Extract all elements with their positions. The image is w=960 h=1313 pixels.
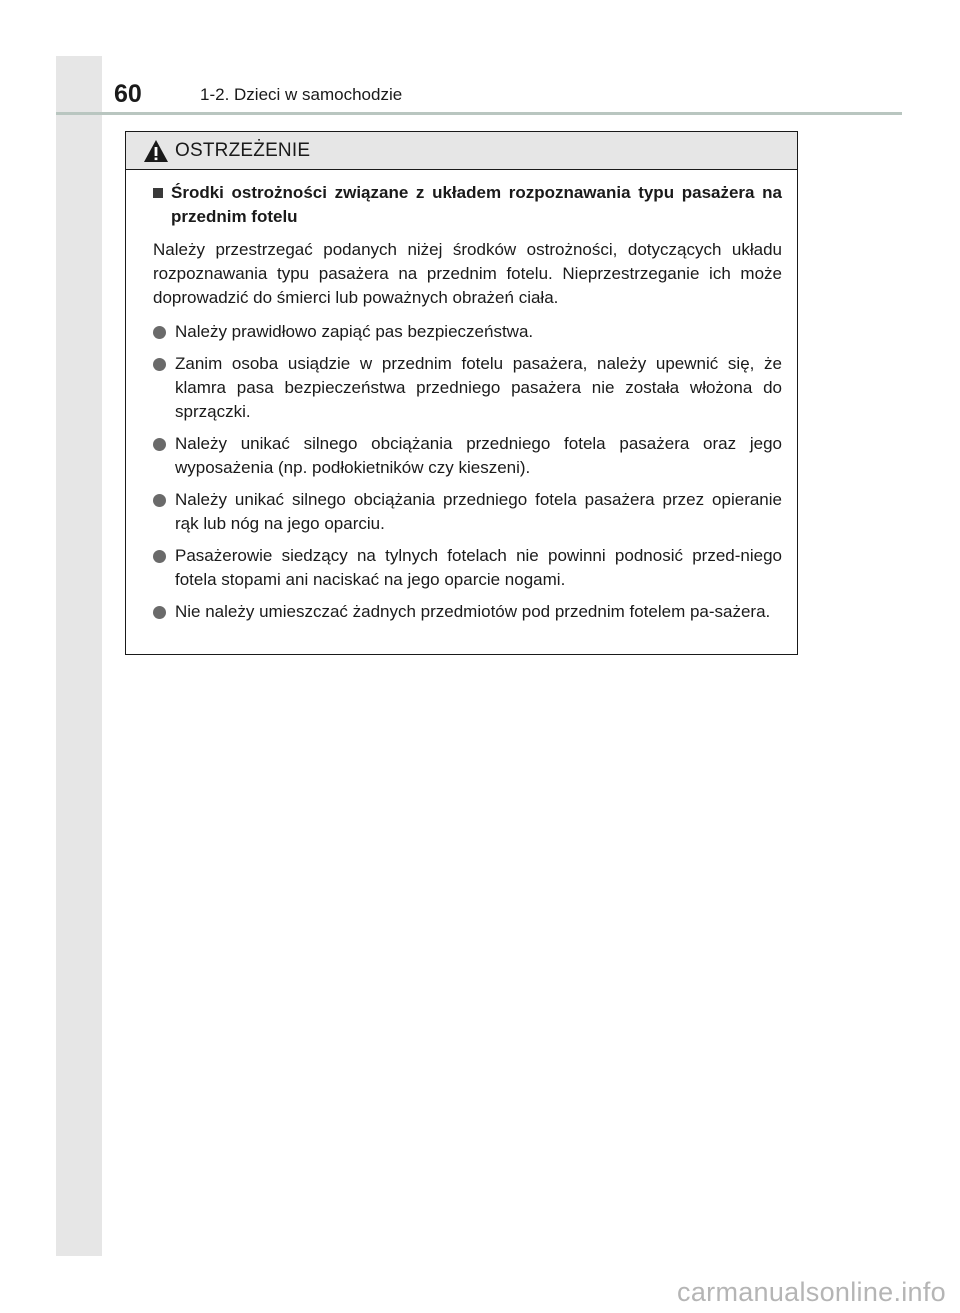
warning-box	[125, 131, 798, 655]
list-item	[153, 320, 782, 344]
warning-triangle-icon	[143, 139, 169, 163]
list-item	[153, 488, 782, 536]
list-item	[153, 544, 782, 592]
list-item-text: Zanim osoba usiądzie w przednim fotelu pasażera, należy upewnić się, że klamra pasa bezpieczeństwa przedniego pasażera nie została włożona do sprzączki.	[175, 354, 782, 421]
bullet-dot-icon	[153, 438, 166, 451]
bullet-dot-icon	[153, 326, 166, 339]
warning-body	[126, 170, 797, 624]
warning-subheading	[153, 181, 782, 229]
list-item-text: Należy unikać silnego obciążania przedniego fotela pasażera przez opieranie rąk lub nóg na jego oparciu.	[175, 490, 782, 533]
watermark: carmanualsonline.info	[677, 1277, 946, 1307]
list-item-text: Należy prawidłowo zapiąć pas bezpieczeństwa.	[175, 322, 534, 341]
section-title: 1-2. Dzieci w samochodzie	[200, 85, 403, 104]
precaution-list	[153, 320, 782, 624]
bullet-dot-icon	[153, 358, 166, 371]
header-rule	[56, 112, 902, 115]
warning-header	[126, 132, 797, 170]
list-item-text: Należy unikać silnego obciążania przedniego fotela pasażera oraz jego wyposażenia (np. podłokietników czy kieszeni).	[175, 434, 782, 477]
side-strip	[56, 56, 102, 1256]
list-item-text: Pasażerowie siedzący na tylnych fotelach nie powinni podnosić przed-niego fotela stopami ani naciskać na jego oparcie nogami.	[175, 546, 782, 589]
list-item	[153, 432, 782, 480]
intro-paragraph: Należy przestrzegać podanych niżej środków ostrożności, dotyczących układu rozpoznawania typu pasażera na przednim fotelu. Nieprzestrzeganie ich może doprowadzić do śmierci lub poważnych obrażeń ciała.	[153, 240, 782, 307]
bullet-dot-icon	[153, 550, 166, 563]
list-item	[153, 352, 782, 424]
bullet-dot-icon	[153, 606, 166, 619]
page-number: 60	[114, 80, 142, 108]
warning-title: OSTRZEŻENIE	[175, 139, 311, 161]
list-item	[153, 600, 782, 624]
subheading-text: Środki ostrożności związane z układem rozpoznawania typu pasażera na przednim fotelu	[171, 183, 782, 226]
list-item-text: Nie należy umieszczać żadnych przedmiotów pod przednim fotelem pa-sażera.	[175, 602, 771, 621]
bullet-dot-icon	[153, 494, 166, 507]
square-bullet-icon	[153, 188, 163, 198]
